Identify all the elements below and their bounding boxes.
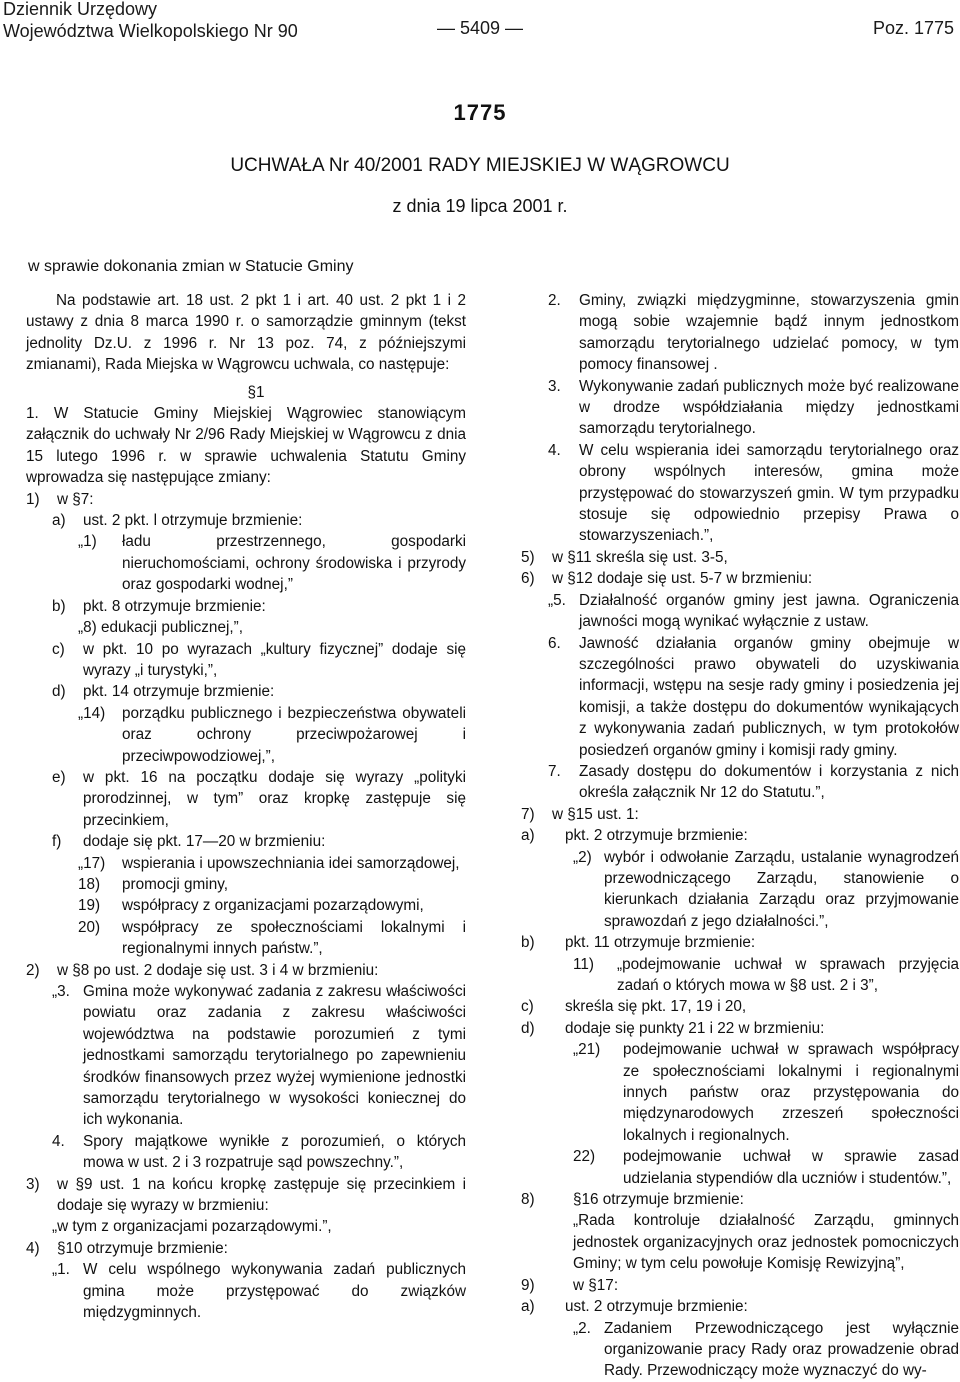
journal-line-1: Dziennik Urzędowy xyxy=(3,0,158,19)
list-item: „1. W celu wspólnego wykonywania zadań publicznych gmina może przystępować do związków międzygminnych. xyxy=(52,1261,466,1322)
list-item: „21) podejmowanie uchwał w sprawach współpracy ze społecznościami lokalnymi i regionalnymi innych państw oraz przystępowania do międzynarodowych zrzeszeń społeczności lokalnych i regionalnych. xyxy=(573,1041,959,1144)
list-item: 8) §16 otrzymuje brzmienie: xyxy=(521,1191,744,1209)
list-item: 3) w §9 ust. 1 na końcu kropkę zastępuje się przecinkiem i dodaje się wyrazy w brzmieniu: xyxy=(26,1175,466,1215)
list-item: „5. Działalność organów gminy jest jawna. Ograniczenia jawności mogą wynikać wyłącznie z ustaw. xyxy=(548,591,959,631)
list-item: 4. Spory majątkowe wynikłe z porozumień, o których mowa w ust. 2 i 3 rozpatruje sąd powszechny.”, xyxy=(52,1132,466,1172)
list-item: e) w pkt. 16 na początku dodaje się wyrazy „polityki prorodzinnej, w tym” oraz kropkę zastępuje się przecinkiem, xyxy=(52,768,466,829)
right-column xyxy=(521,290,959,1382)
list-item: a) ust. 2 otrzymuje brzmienie: xyxy=(521,1298,748,1316)
list-item: 18) promocji gminy, xyxy=(78,875,228,893)
list-item: „3. Gmina może wykonywać zadania z zakresu właściwości powiatu oraz zadania z zakresu właściwości województwa na podstawie porozumień z tymi jednostkami samorządu terytorialnego po zapewnieniu środków finansowych przez wyżej wymienione jednostki samorządu terytorialnego w wysokości koniecznej do ich wykonania. xyxy=(52,983,466,1129)
list-item: a) ust. 2 pkt. l otrzymuje brzmienie: xyxy=(52,512,303,530)
left-column xyxy=(26,290,466,1324)
list-item: 9) w §17: xyxy=(521,1276,619,1294)
position-number: Poz. 1775 xyxy=(872,18,954,38)
list-item: d) dodaje się punkty 21 i 22 w brzmieniu: xyxy=(521,1019,825,1037)
list-item: d) pkt. 14 otrzymuje brzmienie: xyxy=(52,683,275,701)
list-item: b) pkt. 11 otrzymuje brzmienie: xyxy=(521,934,756,952)
list-item: 4. W celu wspierania idei samorządu terytorialnego oraz obrony wspólnych interesów, gmina może przystępować do stowarzyszeń gmin. W tym przypadku stosuje się odpowiednio przepisy Prawa o stowarzyszeniach.”, xyxy=(548,441,959,545)
list-item: 2. Gminy, związki międzygminne, stowarzyszenia gmin mogą sobie wzajemnie bądź innym jednostkom samorządu terytorialnego udzielać pomocy, w tym pomocy finansowej . xyxy=(548,292,959,374)
journal-line-2: Województwa Wielkopolskiego Nr 90 xyxy=(3,21,298,41)
paragraph-1: 1. W Statucie Gminy Miejskiej Wągrowiec stanowiącym załącznik do uchwały Nr 2/96 Rady Miejskiej w Wągrowcu z dnia 15 lutego 1996 r. w sprawie uchwalenia Statutu Gminy wprowadza się następujące zmiany: xyxy=(26,405,466,487)
list-item: a) pkt. 2 otrzymuje brzmienie: xyxy=(521,827,748,845)
list-item: 11) „podejmowanie uchwał w sprawach przyjęcia zadań o których mowa w §8 ust. 2 i 3”, xyxy=(573,955,959,994)
list-item: c) skreśla się pkt. 17, 19 i 20, xyxy=(521,998,747,1016)
document-date: z dnia 19 lipca 2001 r. xyxy=(392,196,568,216)
list-item: 5) w §11 skreśla się ust. 3-5, xyxy=(521,548,728,566)
preamble: Na podstawie art. 18 ust. 2 pkt 1 i art. 40 ust. 2 pkt 1 i 2 ustawy z dnia 8 marca 1990 r. o samorządzie gminnym (tekst jednolity Dz.U. z 1996 r. Nr 13 poz. 74, z późniejszymi zmianami), Rada Miejska w Wągrowcu uchwala, co następuje: xyxy=(26,292,466,374)
document-number: 1775 xyxy=(453,100,507,125)
page-number-wrap xyxy=(0,17,960,39)
list-item: „Rada kontroluje działalność Zarządu, gminnych jednostek organizacyjnych oraz jednostek pomocniczych Gminy; w tym celu powołuje Komisję Rewizyjną”, xyxy=(573,1212,959,1273)
list-item: „2. Zadaniem Przewodniczącego jest wyłącznie organizowanie pracy Rady oraz prowadzenie obrad Rady. Przewodniczący może wyznaczyć do wy- xyxy=(573,1319,959,1380)
list-item: 19) współpracy z organizacjami pozarządowymi, xyxy=(78,897,424,915)
list-item: 3. Wykonywanie zadań publicznych może być realizowane w drodze współdziałania między jednostkami samorządu terytorialnego. xyxy=(548,377,959,438)
list-item: 20) współpracy ze społecznościami lokalnymi i regionalnymi innych państw.”, xyxy=(78,918,466,958)
list-item: b) pkt. 8 otrzymuje brzmienie: xyxy=(52,597,266,615)
list-item: „1) ładu przestrzennego, gospodarki nieruchomościami, ochrony środowiska i przyrody oraz gospodarki wodnej,” xyxy=(78,533,466,594)
list-item: „14) porządku publicznego i bezpieczeństwa obywateli oraz ochrony przeciwpożarowej i przeciwpowodziowej,”, xyxy=(78,704,466,765)
list-item: c) w pkt. 10 po wyrazach „kultury fizycznej” dodaje się wyrazy „i turystyki,”, xyxy=(52,640,466,679)
list-item: f) dodaje się pkt. 17—20 w brzmieniu: xyxy=(52,833,326,851)
document-subject: w sprawie dokonania zmian w Statucie Gminy xyxy=(28,258,354,275)
list-item: 22) podejmowanie uchwał w sprawie zasad udzielania stypendiów dla uczniów i studentów.”, xyxy=(573,1148,959,1187)
list-item: 6. Jawność działania organów gminy obejmuje w szczególności prawo obywateli do uzyskiwania informacji, wstępu na sesje rady gminy i posiedzenia jej komisji, a także dostępu do dokumentów wynikających z wykonywania zadań publicznych, w tym protokołów posiedzeń organów gminy i komisji rady gminy. xyxy=(548,634,959,759)
list-item: 6) w §12 dodaje się ust. 5-7 w brzmieniu: xyxy=(521,570,813,588)
list-item: 2) w §8 po ust. 2 dodaje się ust. 3 i 4 w brzmieniu: xyxy=(26,961,379,979)
list-item: 4) §10 otrzymuje brzmienie: xyxy=(26,1239,228,1257)
page-number: — 5409 — xyxy=(436,18,524,38)
list-item: „8) edukacji publicznej,”, xyxy=(78,619,243,637)
section-mark: §1 xyxy=(247,383,265,401)
list-item: „17) wspierania i upowszechniania idei samorządowej, xyxy=(78,854,460,872)
list-item: 7) w §15 ust. 1: xyxy=(521,805,639,823)
list-item: 7. Zasady dostępu do dokumentów i korzystania z nich określa załącznik Nr 12 do Statutu.”, xyxy=(548,762,959,802)
list-item: „2) wybór i odwołanie Zarządu, ustalanie wynagrodzeń przewodniczącego Zarządu, stanowienie o kierunkach działania Zarządu oraz przyjmowanie sprawozdań z jego działalności.”, xyxy=(573,848,959,930)
list-item: 1) w §7: xyxy=(26,490,94,508)
document-title: UCHWAŁA Nr 40/2001 RADY MIEJSKIEJ W WĄGROWCU xyxy=(230,155,730,176)
list-item: „w tym z organizacjami pozarządowymi.”, xyxy=(52,1218,332,1236)
